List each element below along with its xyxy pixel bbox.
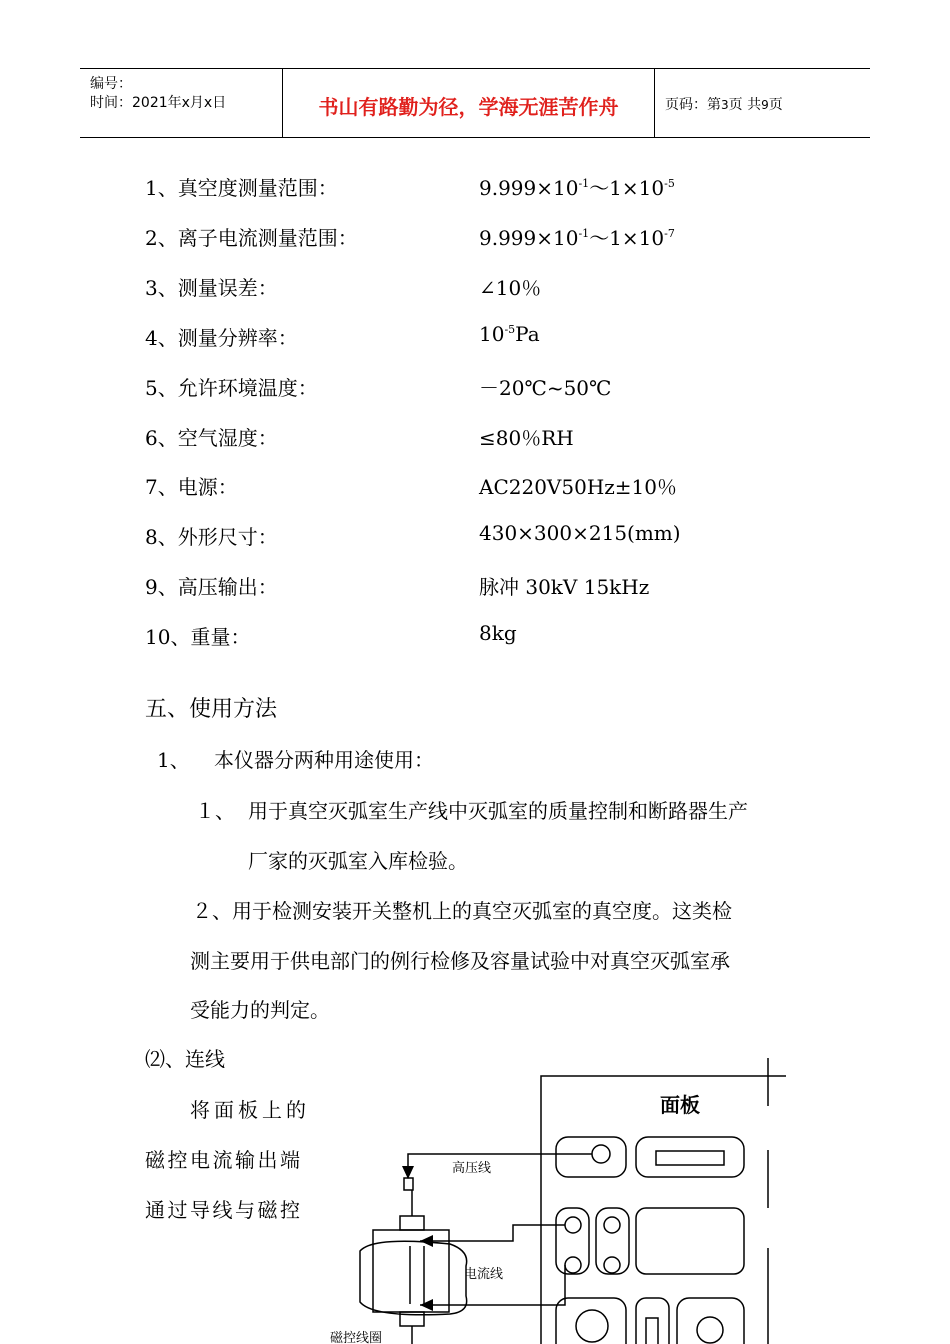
indicator-box (677, 1298, 744, 1344)
current-connector-box (556, 1208, 589, 1274)
panel-label: 面板 (660, 1093, 700, 1117)
date-label: 时间：2021年x月x日 (90, 95, 227, 111)
spec-label: 6、空气湿度： (145, 426, 278, 450)
sub-item-line: 受能力的判定。 (190, 998, 330, 1022)
spec-row (145, 422, 845, 450)
aux-connector-box (596, 1208, 629, 1274)
header-motto-cell (283, 69, 655, 137)
spec-value: ∠10％ (479, 276, 542, 300)
usage-item-number: 1、 (157, 748, 190, 772)
aux-terminal (604, 1257, 620, 1273)
motto: 书山有路勤为径，学海无涯苦作舟 (318, 95, 619, 119)
sub-item-line: 用于真空灭弧室生产线中灭弧室的质量控制和断路器生产 (248, 799, 748, 823)
page-suffix: 页 (768, 97, 783, 113)
hv-connector-box (556, 1137, 626, 1177)
spec-row (145, 372, 845, 400)
hv-wire (408, 1154, 592, 1178)
page-number (665, 94, 783, 114)
spec-label: 7、电源： (145, 475, 238, 499)
section-title: 五、使用方法 (145, 697, 278, 722)
spec-value: 430×300×215(mm) (479, 521, 681, 545)
indicator (697, 1317, 723, 1343)
meter-box (636, 1208, 744, 1274)
spec-row (145, 222, 845, 250)
spec-label: 2、离子电流测量范围： (145, 226, 358, 250)
code-label: 编号： (90, 76, 132, 92)
spec-row (145, 322, 845, 350)
switch-box (636, 1298, 669, 1344)
current-wire (420, 1225, 565, 1241)
sub-item-line: 测主要用于供电部门的例行检修及容量试验中对真空灭弧室承 (190, 949, 730, 973)
spec-label: 5、允许环境温度： (145, 376, 318, 400)
current-terminal (565, 1217, 581, 1233)
current-terminal (565, 1257, 581, 1273)
hv-wire-label: 高压线 (452, 1161, 492, 1176)
spec-row (145, 571, 845, 599)
knob (576, 1310, 608, 1342)
hv-arrow-icon (402, 1166, 414, 1179)
spec-label: 8、外形尺寸： (145, 525, 278, 549)
page-mid: 页 共 (728, 97, 762, 113)
spec-row (145, 521, 845, 549)
header-meta (80, 69, 283, 137)
spec-value: 脉冲 30kV 15kHz (479, 575, 650, 599)
spec-label: 10、重量： (145, 625, 251, 649)
page-header (80, 68, 870, 138)
aux-terminal (604, 1217, 620, 1233)
interrupter-top-cap (400, 1216, 424, 1230)
connection-heading: ⑵、连线 (145, 1047, 225, 1071)
page-total: 9 (761, 98, 769, 112)
spec-value: －20℃~50℃ (479, 376, 612, 400)
spec-value: $10^{-5}Pa$ (479, 322, 540, 346)
page-prefix: 页码：第 (665, 97, 721, 113)
usage-item-text: 本仪器分两种用途使用： (214, 748, 434, 772)
spec-label: 3、测量误差： (145, 276, 278, 300)
connection-line: 将面板上的 (190, 1098, 310, 1122)
sub-item-line: 厂家的灭弧室入库检验。 (248, 849, 468, 873)
page-current: 3 (721, 98, 729, 112)
connection-line: 磁控电流输出端 (145, 1148, 303, 1172)
spec-row (145, 272, 845, 300)
spec-value: ≤80％RH (479, 426, 574, 450)
spec-value: $9.999\times 10^{-1}\sim 1\times 10^{-7}$ (479, 226, 675, 250)
spec-row (145, 471, 845, 499)
display-window (656, 1151, 724, 1165)
spec-row (145, 172, 845, 200)
current-arrow-icon (420, 1235, 433, 1247)
header-page-cell (655, 69, 870, 137)
sub-item-number: １、 (195, 799, 235, 823)
spec-value: 8kg (479, 621, 517, 645)
knob-box (556, 1298, 626, 1344)
switch (646, 1318, 658, 1344)
spec-value: AC220V50Hz±10％ (479, 475, 677, 499)
connection-line: 通过导线与磁控 (145, 1198, 303, 1222)
hv-output-terminal (592, 1145, 610, 1163)
spec-label: 4、测量分辨率： (145, 326, 298, 350)
coil-label: 磁控线圈 (330, 1331, 383, 1344)
magnetic-coil (360, 1241, 467, 1315)
spec-label: 9、高压输出： (145, 575, 278, 599)
sub-item-line: ２、用于检测安装开关整机上的真空灭弧室的真空度。这类检 (192, 899, 732, 923)
spec-label: 1、真空度测量范围： (145, 176, 338, 200)
wiring-diagram (320, 1058, 800, 1344)
current-arrow-icon (420, 1299, 433, 1311)
hv-terminal-post (404, 1178, 413, 1190)
display-box (636, 1137, 744, 1177)
spec-row (145, 621, 845, 649)
current-wire-label: 电流线 (464, 1267, 504, 1282)
spec-value: $9.999\times 10^{-1}\sim 1\times 10^{-5}$ (479, 176, 675, 200)
